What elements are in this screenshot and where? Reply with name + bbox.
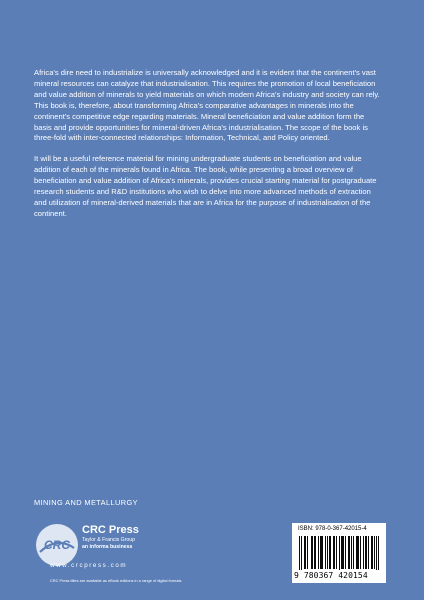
barcode-bar [321, 536, 322, 569]
barcode-bar [315, 536, 316, 569]
barcode-bar [365, 536, 366, 569]
barcode-bar [322, 536, 323, 569]
barcode-bar [358, 536, 359, 569]
barcode-bar [371, 536, 372, 569]
barcode-bar [363, 536, 364, 569]
barcode-bar [307, 536, 308, 569]
barcode-bar [353, 536, 354, 569]
barcode-bar [351, 536, 352, 569]
barcode-bars [299, 536, 379, 570]
barcode-bar [372, 536, 373, 569]
barcode-bar [348, 536, 349, 569]
barcode-bar [333, 536, 334, 569]
barcode-bar [366, 536, 367, 569]
logo-lettering: CRC [44, 538, 70, 552]
barcode-bar [343, 536, 344, 569]
barcode-bar [301, 536, 302, 570]
barcode-bar [341, 536, 342, 569]
barcode-bar [304, 536, 305, 569]
barcode-bar [318, 536, 319, 569]
blurb-paragraph-2: It will be a useful reference material for mining undergraduate students on beneficiation and value addition of each of the minerals found in Africa. The book, while presenting a broad overview of beneficiation and value addition of Africa's minerals, provides crucial starting material for postgraduate research students and R&D institutions who wish to delve into more advanced methods of extraction and utilization of mineral-derived materials that are in Africa for the purpose of industrialisation of the continent. [34, 154, 377, 218]
publisher-website: www.crcpress.com [50, 562, 128, 569]
barcode-bar [327, 536, 328, 569]
barcode-box [292, 523, 386, 583]
ebook-note: CRC Press titles are available as eBook editions in a range of digital formats [50, 578, 182, 583]
publisher-group: Taylor & Francis Group [82, 537, 136, 543]
barcode-bar [325, 536, 326, 569]
barcode-bar [330, 536, 331, 569]
barcode-bar [349, 536, 350, 569]
barcode-bar [376, 536, 377, 570]
publisher-tagline: an informa business [82, 544, 133, 550]
blurb-paragraph-1: Africa's dire need to industrialize is universally acknowledged and it is evident that the continent's vast mineral resources can catalyze that industrialisation. This requires the promotion of local beneficiation and value addition of minerals to yield materials on which modern Africa's industry and society can rely. This book is, therefore, about transforming Africa's comparative advantages in minerals into the continent's competitive edge regarding materials. Mineral beneficiation and value addition form the basis and provide opportunities for mineral-driven Africa's industrialisation. The scope of the book is three-fold with inter-connected relationships: Information, Technical, and Policy oriented. [34, 68, 380, 143]
barcode-bar [311, 536, 312, 569]
barcode-bar [336, 536, 337, 569]
barcode-bar [374, 536, 375, 569]
barcode-bar [339, 536, 340, 570]
barcode-bar [329, 536, 330, 569]
isbn-label: ISBN: 978-0-367-42015-4 [298, 526, 367, 532]
barcode-bar [334, 536, 335, 569]
barcode-bar [368, 536, 369, 569]
publisher-name: CRC Press [82, 524, 139, 536]
barcode-bar [314, 536, 315, 569]
barcode-number: 9 780367 420154 [294, 571, 368, 580]
barcode-bar [299, 536, 300, 570]
barcode-bar [320, 536, 321, 569]
blurb-text [34, 68, 384, 230]
barcode-bar [345, 536, 346, 569]
barcode-bar [357, 536, 358, 569]
subject-category: MINING AND METALLURGY [34, 498, 138, 507]
barcode-bar [360, 536, 361, 569]
barcode-bar [356, 536, 357, 569]
barcode-bar [342, 536, 343, 569]
barcode-bar [305, 536, 306, 569]
barcode-bar [312, 536, 313, 569]
barcode-bar [378, 536, 379, 570]
